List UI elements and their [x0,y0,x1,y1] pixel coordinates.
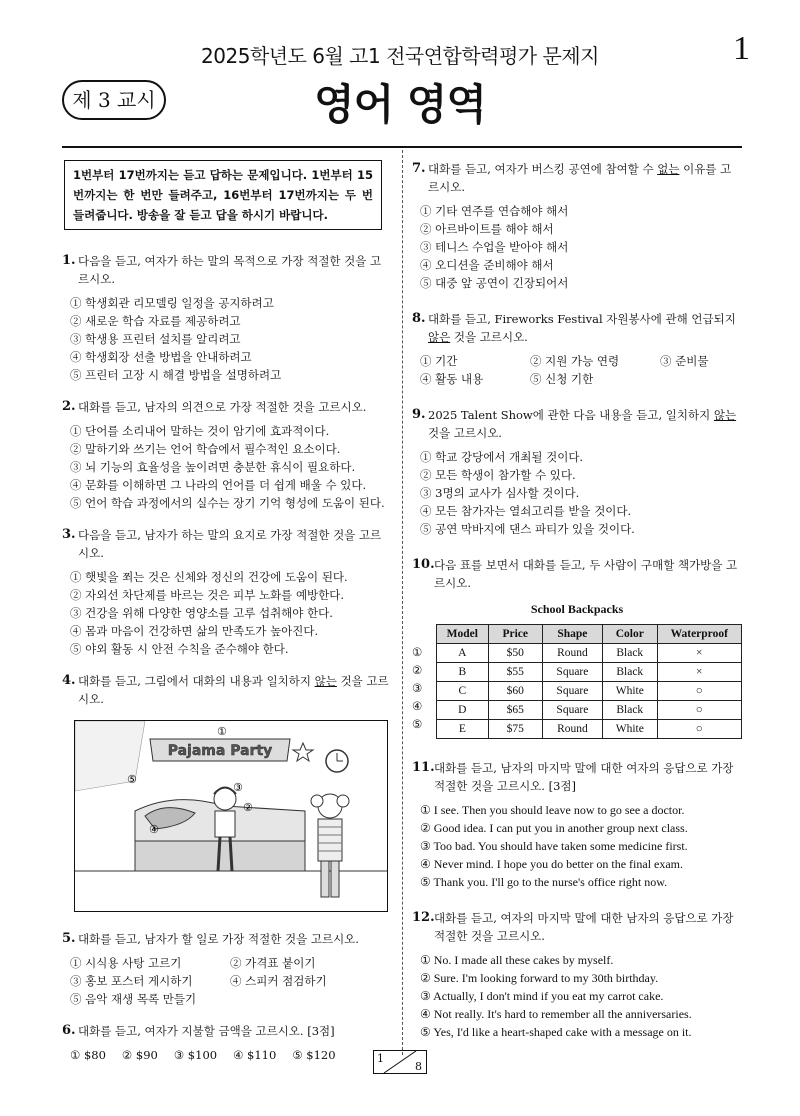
question-stem: 대화를 듣고, 남자가 할 일로 가장 적절한 것을 고르시오. [78,932,359,946]
figure-mark: ⑤ [127,773,137,786]
question-10 [412,556,742,739]
answer-option[interactable]: ⑤ 야외 활동 시 안전 수칙을 준수해야 한다. [70,642,289,656]
answer-option[interactable]: ④ [412,699,423,713]
answer-option[interactable]: ② 지원 가능 연령 [530,354,620,368]
current-page: 1 [377,1052,384,1065]
table-cell: Square [542,682,602,701]
answer-option[interactable]: ② 자외선 차단제를 바르는 것은 피부 노화를 예방한다. [70,588,345,602]
figure-mark: ④ [149,823,159,836]
question-stem: 다음 표를 보면서 대화를 듣고, 두 사람이 구매할 책가방을 고르시오. [434,558,738,590]
answer-option[interactable]: ③ 뇌 기능의 효율성을 높이려면 충분한 휴식이 필요하다. [70,460,356,474]
table-cell: ○ [657,682,741,701]
answer-option[interactable]: ② 말하기와 쓰기는 언어 학습에서 필수적인 요소이다. [70,442,341,456]
figure-mark: ① [217,725,227,738]
right-column [412,160,742,1041]
answer-option[interactable]: ③ 3명의 교사가 심사할 것이다. [420,486,580,500]
table-cell: Square [542,663,602,682]
table-cell: D [437,701,489,720]
banner-text: Pajama Party [167,743,273,759]
answer-option[interactable]: ④ 문화를 이해하면 그 나라의 언어를 더 쉽게 배울 수 있다. [70,478,367,492]
question-number: 3. [62,527,76,542]
answer-option[interactable]: ⑤ $120 [292,1048,336,1062]
question-number: 9. [412,407,426,422]
table-cell: Black [603,663,658,682]
answer-option[interactable]: ① 시식용 사탕 고르기 [70,956,182,970]
answer-option[interactable]: ① 학교 강당에서 개최될 것이다. [420,450,584,464]
answer-option[interactable]: ② Good idea. I can put you in another group next class. [420,821,688,835]
answer-option[interactable]: ⑤ [412,717,423,731]
pajama-party-illustration [74,720,388,912]
answer-option[interactable]: ⑤ 프린터 고장 시 해결 방법을 설명하려고 [70,368,282,382]
answer-option[interactable]: ① 기간 [420,354,458,368]
answer-option[interactable]: ③ $100 [173,1048,218,1062]
question-stem: 대화를 듣고, 여자가 버스킹 공연에 참여할 수 없는 이유를 고르시오. [428,162,732,194]
column-header: Color [603,625,658,644]
column-header: Shape [542,625,602,644]
table-cell: B [437,663,489,682]
answer-option[interactable]: ② 모든 학생이 참가할 수 있다. [420,468,576,482]
answer-option[interactable]: ② [412,663,423,677]
table-cell: White [603,720,658,739]
table-cell: Black [603,701,658,720]
table-row [437,720,742,739]
table-cell: × [657,644,741,663]
answer-option[interactable]: ② 새로운 학습 자료를 제공하려고 [70,314,241,328]
room-drawing [75,721,387,911]
answer-option[interactable]: ① $80 [70,1048,106,1062]
question-number: 11. [412,760,435,775]
question-stem: 대화를 듣고, 여자의 마지막 말에 대한 남자의 응답으로 가장 적절한 것을 고르시오. [434,911,734,943]
answer-option[interactable]: ③ Too bad. You should have taken some medicine first. [420,839,688,853]
answer-option[interactable]: ③ [412,681,423,695]
table-cell: Round [542,720,602,739]
column-header: Waterproof [657,625,741,644]
question-stem: 다음을 듣고, 남자가 하는 말의 요지로 가장 적절한 것을 고르시오. [78,528,382,560]
table-cell: Square [542,701,602,720]
table-title: School Backpacks [530,602,624,616]
answer-option[interactable]: ④ 몸과 마음이 건강하면 삶의 만족도가 높아진다. [70,624,319,638]
answer-option[interactable]: ⑤ 신청 기한 [530,372,594,386]
question-number: 1. [62,253,76,268]
answer-option[interactable]: ② Sure. I'm looking forward to my 30th birthday. [420,971,659,985]
question-2 [62,398,392,512]
answer-option[interactable]: ⑤ Yes, I'd like a heart-shaped cake with a message on it. [420,1025,692,1039]
table-cell: $50 [488,644,542,663]
answer-option[interactable]: ④ 스피커 점검하기 [230,974,327,988]
session-badge: 제 3 교시 [62,80,166,120]
answer-option[interactable]: ① [412,645,423,659]
column-header: Model [437,625,489,644]
answer-option[interactable]: ④ 모든 참가자는 열쇠고리를 받을 것이다. [420,504,632,518]
question-6 [62,1022,392,1064]
answer-option[interactable]: ② $90 [121,1048,158,1062]
backpack-table [436,624,742,739]
question-number: 12. [412,910,435,925]
question-7 [412,160,742,292]
table-cell: $60 [488,682,542,701]
question-stem: 대화를 듣고, 남자의 마지막 말에 대한 여자의 응답으로 가장 적절한 것을 고르시오. [3점] [434,761,734,793]
question-4 [62,672,392,912]
table-row-marks [412,643,422,733]
table-cell: × [657,663,741,682]
table-cell: A [437,644,489,663]
answer-option[interactable]: ④ 활동 내용 [420,372,484,386]
table-cell: $75 [488,720,542,739]
question-9 [412,406,742,538]
answer-option[interactable]: ③ 학생용 프린터 설치를 알리려고 [70,332,241,346]
question-stem: 대화를 듣고, Fireworks Festival 자원봉사에 관해 언급되지 않은 것을 고르시오. [428,312,736,344]
answer-option[interactable]: ① 단어를 소리내어 말하는 것이 암기에 효과적이다. [70,424,330,438]
question-stem: 2025 Talent Show에 관한 다음 내용을 듣고, 일치하지 않는 것을 고르시오. [428,408,737,440]
page-number: 1 [733,30,750,67]
answer-option[interactable]: ① 햇빛을 쬐는 것은 신체와 정신의 건강에 도움이 된다. [70,570,348,584]
answer-option[interactable]: ⑤ 공연 막바지에 댄스 파티가 있을 것이다. [420,522,635,536]
question-number: 8. [412,311,426,326]
figure-mark: ③ [233,781,243,794]
table-cell: White [603,682,658,701]
subject-title: 영어 영역 [314,80,486,129]
question-number: 2. [62,399,76,414]
table-cell: C [437,682,489,701]
answer-option[interactable]: ① 기타 연주를 연습해야 해서 [420,204,569,218]
question-1 [62,252,392,384]
table-row [437,663,742,682]
question-stem: 대화를 듣고, 여자가 지불할 금액을 고르시오. [3점] [78,1024,335,1038]
table-cell: E [437,720,489,739]
page-indicator [373,1050,427,1074]
figure-mark: ② [243,801,253,814]
table-row [437,701,742,720]
table-cell: Black [603,644,658,663]
answer-option[interactable]: ③ 테니스 수업을 받아야 해서 [420,240,569,254]
question-11 [412,759,742,891]
answer-option[interactable]: ④ Never mind. I hope you do better on the final exam. [420,857,684,871]
answer-option[interactable]: ④ 오디션을 준비해야 해서 [420,258,554,272]
header-divider [62,146,742,148]
answer-option[interactable]: ① No. I made all these cakes by myself. [420,953,614,967]
answer-option[interactable]: ⑤ 대중 앞 공연이 긴장되어서 [420,276,569,290]
answer-option[interactable]: ⑤ 음악 재생 목록 만들기 [70,992,197,1006]
table-header-row [437,625,742,644]
answer-option[interactable]: ② 아르바이트를 해야 해서 [420,222,554,236]
question-stem: 대화를 듣고, 남자의 의견으로 가장 적절한 것을 고르시오. [78,400,367,414]
column-header: Price [488,625,542,644]
answer-option[interactable]: ① 학생회관 리모델링 일정을 공지하려고 [70,296,274,310]
question-number: 10. [412,557,435,572]
total-pages: 8 [415,1060,422,1073]
question-number: 5. [62,931,76,946]
answer-option[interactable]: ③ Actually, I don't mind if you eat my carrot cake. [420,989,664,1003]
question-stem: 대화를 듣고, 그림에서 대화의 내용과 일치하지 않는 것을 고르시오. [78,674,389,706]
table-cell: ○ [657,701,741,720]
question-number: 7. [412,161,426,176]
answer-option[interactable]: ⑤ 언어 학습 과정에서의 실수는 장기 기억 형성에 도움이 된다. [70,496,385,510]
question-3 [62,526,392,658]
question-number: 6. [62,1023,76,1038]
question-8 [412,310,742,388]
table-row [437,644,742,663]
table-cell: $55 [488,663,542,682]
answer-option[interactable]: ③ 준비물 [660,354,709,368]
answer-option[interactable]: ③ 홍보 포스터 게시하기 [70,974,193,988]
table-row [437,682,742,701]
table-cell: ○ [657,720,741,739]
answer-option[interactable]: ④ Not really. It's hard to remember all the anniversaries. [420,1007,692,1021]
question-number: 4. [62,673,76,688]
answer-option[interactable]: ④ $110 [233,1048,277,1062]
question-5 [62,930,392,1008]
exam-title: 2025학년도 6월 고1 전국연합학력평가 문제지 [201,44,599,68]
listening-notice: 1번부터 17번까지는 듣고 답하는 문제입니다. 1번부터 15번까지는 한 번만 들려주고, 16번부터 17번까지는 두 번 들려줍니다. 방송을 잘 듣고 답을 하시기 바랍니다. [64,160,382,230]
answer-option[interactable]: ② 가격표 붙이기 [230,956,316,970]
left-column [62,160,392,1064]
answer-option[interactable]: ④ 학생회장 선출 방법을 안내하려고 [70,350,252,364]
question-12 [412,909,742,1041]
answer-option[interactable]: ① I see. Then you should leave now to go see a doctor. [420,803,685,817]
question-stem: 다음을 듣고, 여자가 하는 말의 목적으로 가장 적절한 것을 고르시오. [78,254,382,286]
column-divider [402,150,403,1055]
answer-option[interactable]: ③ 건강을 위해 다양한 영양소를 고루 섭취해야 한다. [70,606,333,620]
table-cell: $65 [488,701,542,720]
answer-option[interactable]: ⑤ Thank you. I'll go to the nurse's office right now. [420,875,668,889]
table-cell: Round [542,644,602,663]
